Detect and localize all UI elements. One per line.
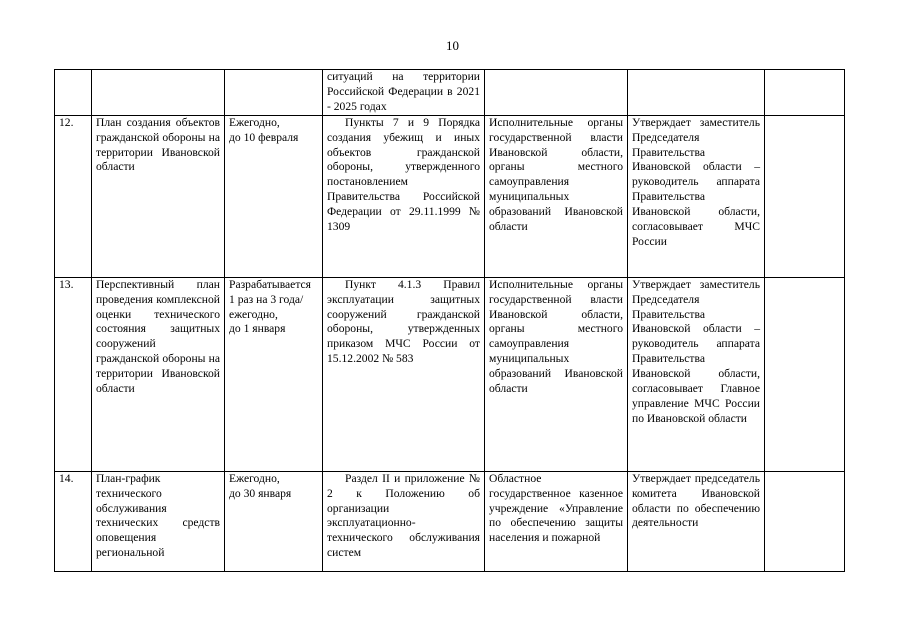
note-cell — [765, 471, 845, 571]
note-cell — [765, 70, 845, 116]
document-name-cell: Перспективный план проведения комплексной оценки технического состояния защитных сооружений гражданской обороны на территории Ивановской области — [92, 277, 225, 471]
page-number: 10 — [446, 38, 459, 53]
approval-cell: Утверждает председатель комитета Ивановской области по обеспечению деятельности — [628, 471, 765, 571]
approval-cell: Утверждает заместитель Председателя Правительства Ивановской области – руководитель аппарата Правительства Ивановской области, согласовывает Главное управление МЧС России по Ивановской области — [628, 277, 765, 471]
approval-cell: Утверждает заместитель Председателя Правительства Ивановской области – руководитель аппарата Правительства Ивановской области, согласовывает МЧС России — [628, 115, 765, 277]
executor-cell: Исполнительные органы государственной власти Ивановской области, органы местного самоуправления муниципальных образований Ивановской области — [485, 115, 628, 277]
table-row — [55, 277, 845, 471]
basis-cell: Пункт 4.1.3 Правил эксплуатации защитных сооружений гражданской обороны, утвержденных приказом МЧС России от 15.12.2002 № 583 — [323, 277, 485, 471]
plan-table — [54, 69, 845, 572]
document-name-cell: План создания объектов гражданской обороны на территории Ивановской области — [92, 115, 225, 277]
basis-cell: ситуаций на территории Российской Федерации в 2021 - 2025 годах — [323, 70, 485, 116]
approval-cell — [628, 70, 765, 116]
row-number-cell — [55, 70, 92, 116]
executor-cell — [485, 70, 628, 116]
row-number-cell: 12. — [55, 115, 92, 277]
row-number-cell: 14. — [55, 471, 92, 571]
deadline-cell — [225, 70, 323, 116]
deadline-cell: Ежегодно, до 10 февраля — [225, 115, 323, 277]
table-row — [55, 115, 845, 277]
row-number-cell: 13. — [55, 277, 92, 471]
note-cell — [765, 277, 845, 471]
document-name-cell: План-график технического обслуживания технических средств оповещения региональной — [92, 471, 225, 571]
deadline-cell: Разрабатывается 1 раз на 3 года/ ежегодно, до 1 января — [225, 277, 323, 471]
basis-cell: Раздел II и приложение № 2 к Положению об организации эксплуатационно-технического обслуживания систем — [323, 471, 485, 571]
note-cell — [765, 115, 845, 277]
executor-cell: Исполнительные органы государственной власти Ивановской области, органы местного самоуправления муниципальных образований Ивановской области — [485, 277, 628, 471]
table-row — [55, 471, 845, 571]
basis-cell: Пункты 7 и 9 Порядка создания убежищ и иных объектов гражданской обороны, утвержденного постановлением Правительства Российской Федерации от 29.11.1999 № 1309 — [323, 115, 485, 277]
deadline-cell: Ежегодно, до 30 января — [225, 471, 323, 571]
table-row — [55, 70, 845, 116]
document-name-cell — [92, 70, 225, 116]
executor-cell: Областное государственное казенное учреждение «Управление по обеспечению защиты населения и пожарной — [485, 471, 628, 571]
